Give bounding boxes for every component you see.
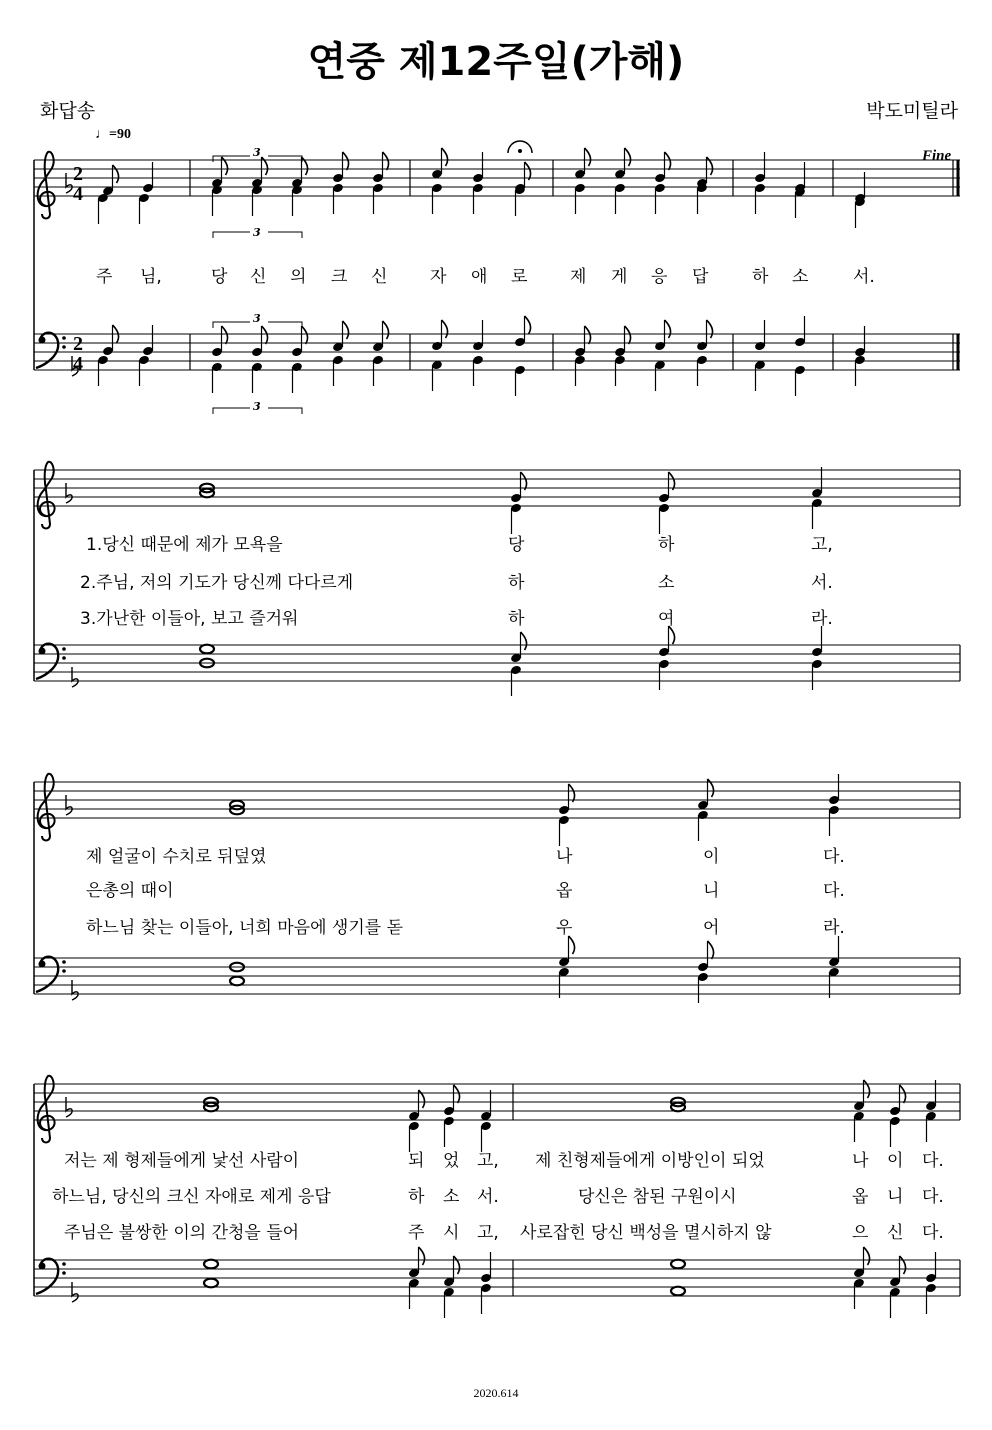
lyric-syllable: 하 xyxy=(752,267,769,287)
whole-note xyxy=(204,1279,218,1288)
tempo-marking: ♩=90 xyxy=(95,127,131,142)
treble-clef-icon xyxy=(38,152,55,219)
note-flag xyxy=(521,632,527,650)
bass-clef-dot xyxy=(62,345,66,349)
flat-icon xyxy=(72,1282,78,1302)
lyric-syllable: 소 xyxy=(792,267,809,287)
note-flag xyxy=(625,148,631,166)
verse-line: 주님은 불쌍한 이의 간청을 들어 xyxy=(64,1223,300,1243)
treble-clef-icon xyxy=(38,774,55,841)
lyric-syllable: 다. xyxy=(922,1223,944,1243)
note-flag xyxy=(669,472,675,490)
bass-clef-dot xyxy=(62,336,66,340)
lyric-syllable: 주 xyxy=(96,267,113,287)
verse-line-2: 제 친형제들에게 이방인이 되었 xyxy=(535,1151,765,1171)
page-title: 연중 제12주일(가해) xyxy=(307,39,685,85)
lyric-syllable: 고, xyxy=(477,1151,499,1171)
flat-icon xyxy=(66,173,72,193)
note-flag xyxy=(900,1085,906,1103)
lyric-syllable: 하 xyxy=(658,535,675,555)
lyric-syllable: 라. xyxy=(811,609,833,629)
flat-icon xyxy=(66,483,72,503)
lyric-syllable: 되 xyxy=(408,1151,425,1171)
lyric-syllable: 서. xyxy=(853,267,875,287)
lyric-syllable: 다. xyxy=(922,1151,944,1171)
triplet-label-3: 3 xyxy=(253,312,261,325)
bass-clef-dot xyxy=(62,647,66,651)
lyric-syllable: 주 xyxy=(408,1223,425,1243)
note-flag xyxy=(343,152,349,170)
flat-icon xyxy=(66,795,72,815)
lyric-syllable: 고, xyxy=(477,1223,499,1243)
bass-clef-dot xyxy=(62,960,66,964)
note-flag xyxy=(707,320,713,338)
bass-clef-dot xyxy=(39,648,46,655)
note-flag xyxy=(454,1256,460,1274)
lyric-syllable: 애 xyxy=(471,267,488,287)
lyric-syllable: 다. xyxy=(823,881,845,901)
triplet-label-4: 3 xyxy=(253,400,261,413)
note-flag xyxy=(302,326,308,344)
lyric-syllable: 하 xyxy=(508,573,525,593)
verse-line-2: 사로잡힌 당신 백성을 멸시하지 않 xyxy=(520,1223,772,1243)
note-flag xyxy=(569,784,575,802)
time-signature-top-bass: 2 xyxy=(73,333,83,355)
note-flag xyxy=(343,321,349,339)
lyric-syllable: 하 xyxy=(408,1187,425,1207)
note-flag xyxy=(521,472,527,490)
lyric-syllable: 이 xyxy=(887,1151,904,1171)
note-flag xyxy=(900,1256,906,1274)
lyric-syllable: 신 xyxy=(371,267,388,287)
note-flag xyxy=(665,320,671,338)
lyric-syllable: 하 xyxy=(508,609,525,629)
lyric-syllable: 어 xyxy=(703,918,720,938)
note-flag xyxy=(419,1247,425,1265)
bass-clef-dot xyxy=(39,337,46,344)
time-signature-bottom: 4 xyxy=(73,183,83,205)
verse-line: 저는 제 형제들에게 낯선 사람이 xyxy=(64,1151,300,1171)
lyric-syllable: 의 xyxy=(290,267,307,287)
bass-clef-dot xyxy=(62,1262,66,1266)
note-flag xyxy=(585,148,591,166)
whole-note xyxy=(671,1287,685,1296)
lyric-syllable: 우 xyxy=(556,918,573,938)
flat-icon xyxy=(72,980,78,1000)
verse-line: 은총의 때이 xyxy=(86,881,174,901)
lyric-syllable: 신 xyxy=(250,267,267,287)
bass-clef-dot xyxy=(39,961,46,968)
verse-line: 하느님 찾는 이들아, 너희 마음에 생기를 돋 xyxy=(86,918,404,938)
note-flag xyxy=(625,326,631,344)
lyric-syllable: 소 xyxy=(658,573,675,593)
lyric-syllable: 게 xyxy=(611,267,628,287)
lyric-syllable: 신 xyxy=(887,1223,904,1243)
lyric-syllable: 다. xyxy=(823,847,845,867)
treble-clef-icon xyxy=(38,1076,55,1143)
note-flag xyxy=(665,152,671,170)
lyric-syllable: 옵 xyxy=(852,1187,869,1207)
fine-marking: Fine xyxy=(922,148,952,164)
composer: 박도미틸라 xyxy=(866,100,958,122)
note-flag xyxy=(222,326,228,344)
verse-line: 하느님, 당신의 크신 자애로 제게 응답 xyxy=(52,1187,331,1207)
time-signature-top: 2 xyxy=(73,163,83,185)
lyric-syllable: 다. xyxy=(922,1187,944,1207)
verse-line: 3.가난한 이들아, 보고 즐거워 xyxy=(80,609,299,629)
bass-clef-dot xyxy=(62,1271,66,1275)
note-flag xyxy=(383,152,389,170)
bass-clef-dot xyxy=(39,1263,46,1270)
treble-clef-icon xyxy=(38,462,55,529)
lyric-syllable: 로 xyxy=(511,267,528,287)
note-flag xyxy=(454,1085,460,1103)
note-flag xyxy=(585,326,591,344)
lyric-syllable: 크 xyxy=(331,267,348,287)
time-signature-bottom-bass: 4 xyxy=(73,353,83,375)
lyric-syllable: 제 xyxy=(570,267,587,287)
lyric-syllable: 여 xyxy=(658,609,675,629)
bass-clef-dot xyxy=(62,656,66,660)
triplet-label-1: 3 xyxy=(253,146,261,159)
whole-note xyxy=(204,1260,218,1269)
lyric-syllable: 서. xyxy=(811,573,833,593)
verse-line: 1.당신 때문에 제가 모욕을 xyxy=(86,535,283,555)
lyric-syllable: 었 xyxy=(443,1151,460,1171)
lyric-syllable: 이 xyxy=(703,847,720,867)
lyric-syllable: 님, xyxy=(140,267,162,287)
note-flag xyxy=(708,941,714,959)
note-flag xyxy=(525,316,531,334)
note-flag xyxy=(442,148,448,166)
triplet-label-2: 3 xyxy=(253,226,261,239)
lyric-syllable: 니 xyxy=(703,881,720,901)
lyric-syllable: 나 xyxy=(852,1151,869,1171)
lyric-syllable: 응 xyxy=(651,267,668,287)
whole-note xyxy=(200,645,214,654)
note-flag xyxy=(864,1247,870,1265)
lyric-syllable: 으 xyxy=(852,1223,869,1243)
lyric-syllable: 라. xyxy=(823,918,845,938)
note-flag xyxy=(442,320,448,338)
note-flag xyxy=(525,162,531,180)
whole-note xyxy=(230,977,244,986)
verse-line: 제 얼굴이 수치로 뒤덮였 xyxy=(86,847,267,867)
lyric-syllable: 니 xyxy=(887,1187,904,1207)
flat-icon xyxy=(72,667,78,687)
lyric-syllable: 당 xyxy=(508,535,525,555)
note-flag xyxy=(262,326,268,344)
note-flag xyxy=(864,1080,870,1098)
lyric-syllable: 나 xyxy=(556,847,573,867)
verse-line: 2.주님, 저의 기도가 당신께 다다르게 xyxy=(80,573,354,593)
whole-note xyxy=(671,1260,685,1269)
footer-date: 2020.614 xyxy=(473,1386,519,1400)
lyric-syllable: 서. xyxy=(477,1187,499,1207)
lyric-syllable: 자 xyxy=(430,267,447,287)
verse-line-2: 당신은 참된 구원이시 xyxy=(578,1187,737,1207)
flat-icon xyxy=(66,1097,72,1117)
note-flag xyxy=(569,936,575,954)
note-flag xyxy=(383,321,389,339)
subtitle: 화답송 xyxy=(40,100,96,122)
lyric-syllable: 옵 xyxy=(556,881,573,901)
note-flag xyxy=(113,165,119,183)
fermata-dot xyxy=(518,149,522,153)
lyric-syllable: 고, xyxy=(811,535,833,555)
lyric-syllable: 시 xyxy=(443,1223,460,1243)
lyric-syllable: 소 xyxy=(443,1187,460,1207)
bass-clef-dot xyxy=(62,969,66,973)
lyric-syllable: 당 xyxy=(211,267,228,287)
lyric-syllable: 답 xyxy=(692,267,709,287)
